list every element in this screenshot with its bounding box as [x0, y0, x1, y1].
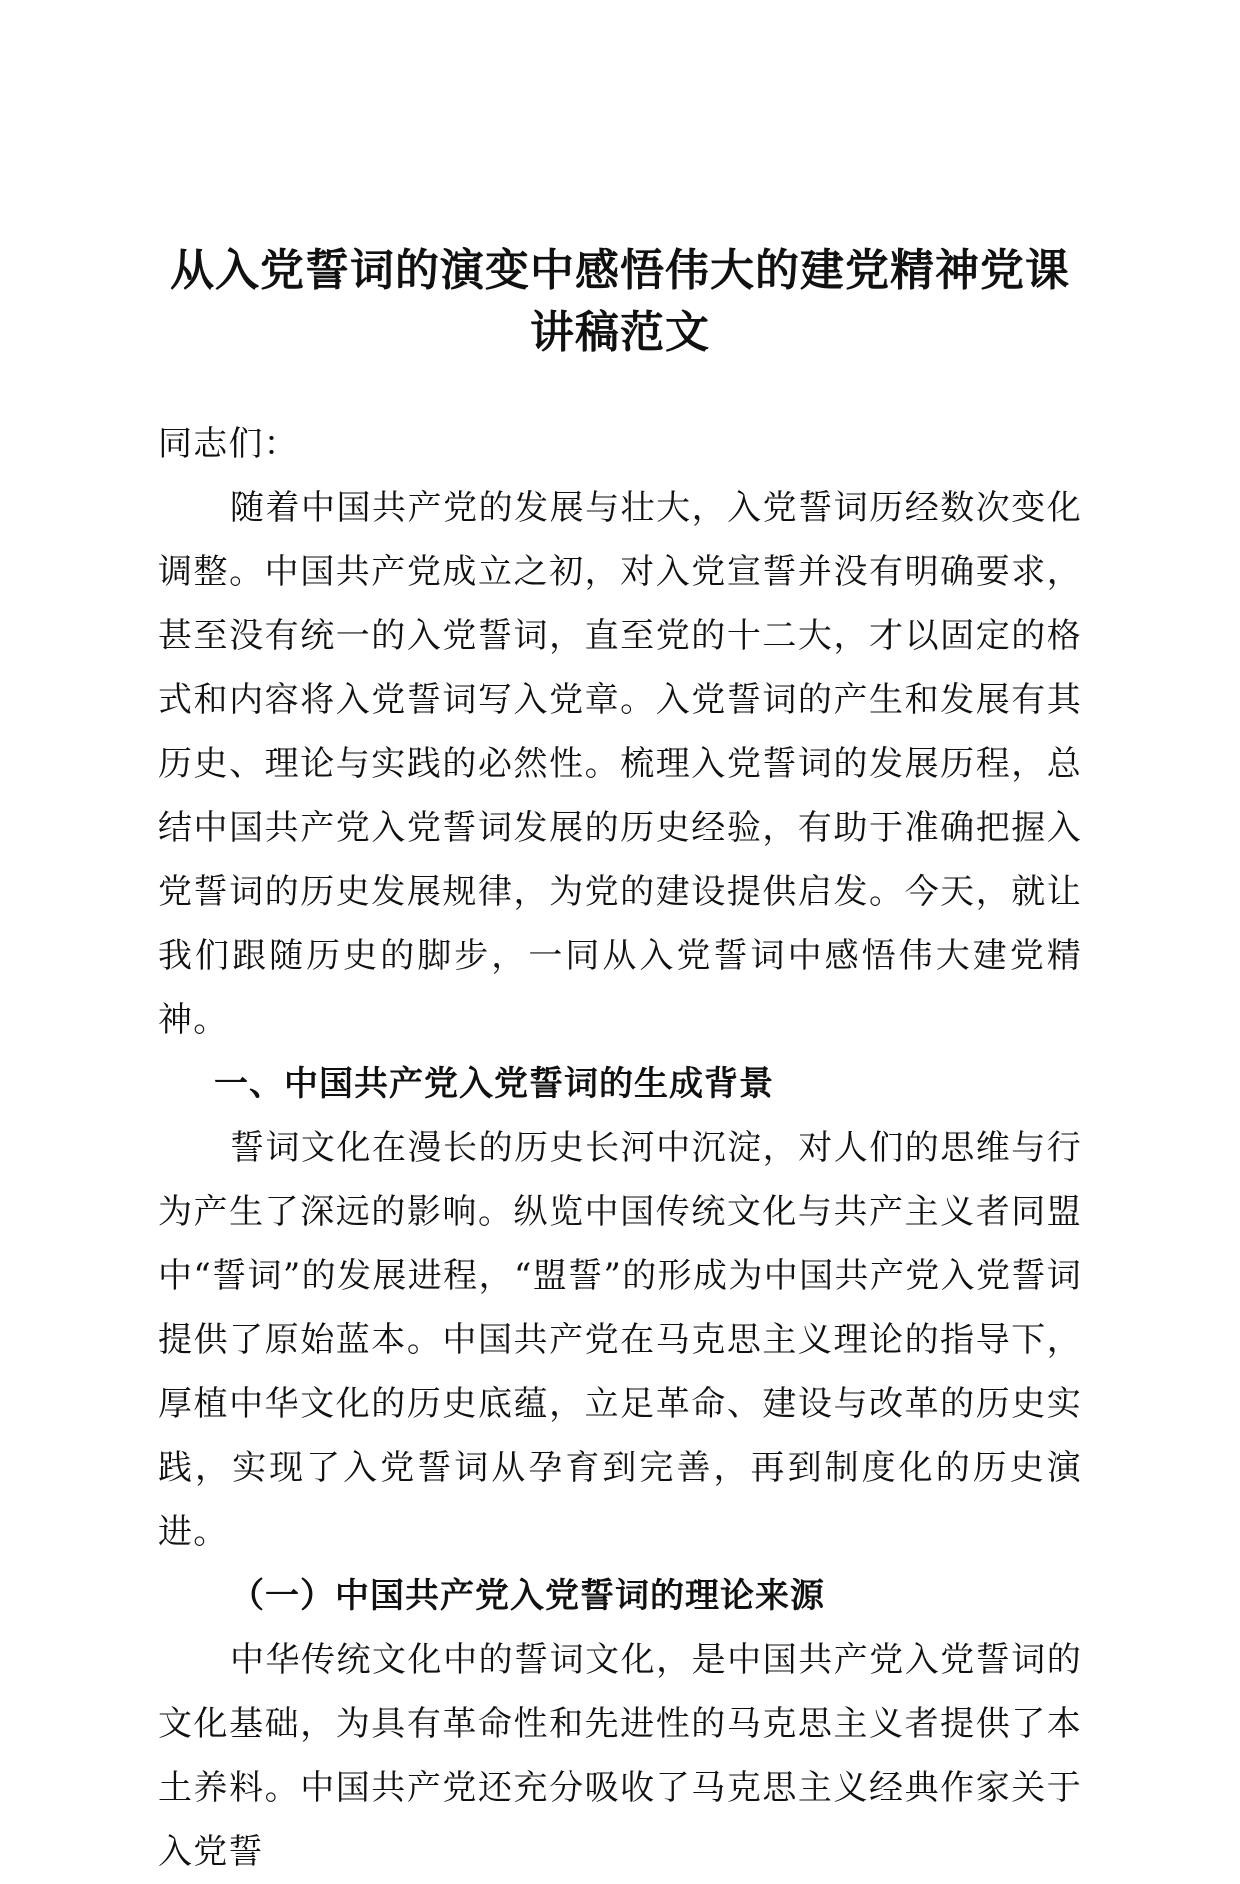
intro-paragraph: 随着中国共产党的发展与壮大，入党誓词历经数次变化调整。中国共产党成立之初，对入党宣誓并没有明确要求，甚至没有统一的入党誓词，直至党的十二大，才以固定的格式和内容将入党誓词写入党章。入党誓词的产生和发展有其历史、理论与实践的必然性。梳理入党誓词的发展历程，总结中国共产党入党誓词发展的历史经验，有助于准确把握入党誓词的历史发展规律，为党的建设提供启发。今天，就让我们跟随历史的脚步，一同从入党誓词中感悟伟大建党精神。	[158, 488, 1082, 1040]
subsection-paragraph: 中华传统文化中的誓词文化，是中国共产党入党誓词的文化基础，为具有革命性和先进性的马克思主义者提供了本土养料。中国共产党还充分吸收了马克思主义经典作家关于入党誓	[158, 1640, 1082, 1872]
salutation: 同志们：	[158, 424, 299, 464]
document-body	[158, 412, 1082, 1884]
subsection-heading: （一）中国共产党入党誓词的理论来源	[230, 1576, 825, 1616]
section-paragraph: 誓词文化在漫长的历史长河中沉淀，对人们的思维与行为产生了深远的影响。纵览中国传统文化与共产主义者同盟中“誓词”的发展进程，“盟誓”的形成为中国共产党入党誓词提供了原始蓝本。中国共产党在马克思主义理论的指导下，厚植中华文化的历史底蕴，立足革命、建设与改革的历史实践，实现了入党誓词从孕育到完善，再到制度化的历史演进。	[158, 1128, 1082, 1552]
document-title: 从入党誓词的演变中感悟伟大的建党精神党课讲稿范文	[170, 245, 1070, 358]
section-heading: 一、中国共产党入党誓词的生成背景	[214, 1064, 774, 1104]
